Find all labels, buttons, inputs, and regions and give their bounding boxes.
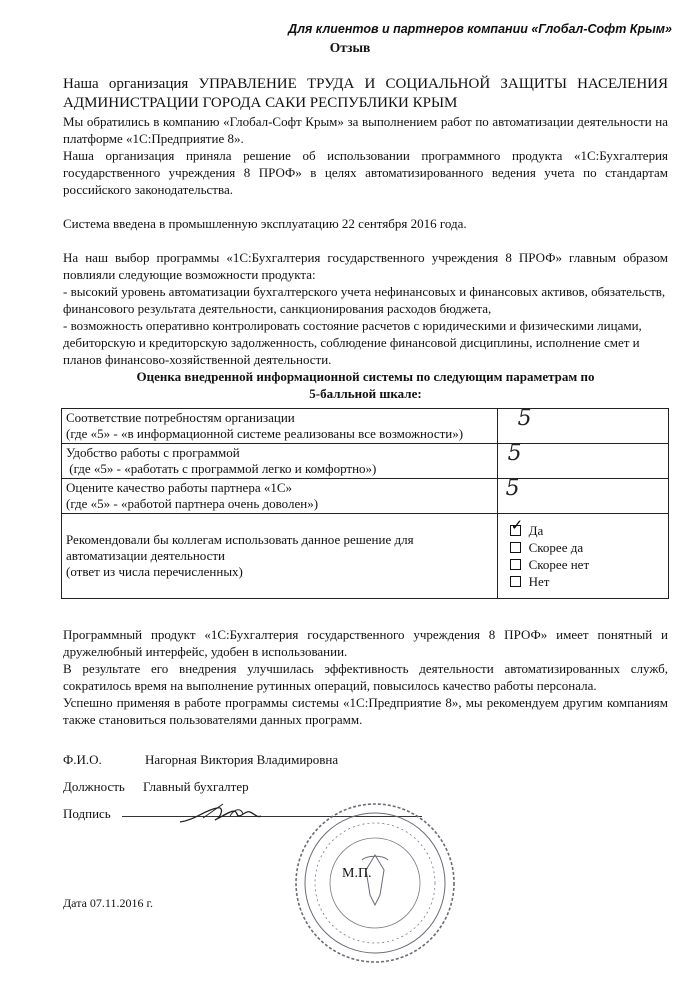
table-title-line-2: 5-балльной шкале: xyxy=(309,386,422,401)
review-body xyxy=(63,75,668,402)
table-row xyxy=(62,479,669,514)
option-rather-no[interactable]: Скорее нет xyxy=(510,556,664,573)
header-note: Для клиентов и партнеров компании «Глобал-Софт Крым» xyxy=(288,22,672,36)
paragraph-3: Система введена в промышленную эксплуатацию 22 сентября 2016 года. xyxy=(63,216,467,231)
table-title-line-1: Оценка внедренной информационной системы по следующим параметрам по xyxy=(136,369,595,384)
criterion-cell: Удобство работы с программой (где «5» - «работать с программой легко и комфортно») xyxy=(62,444,498,479)
table-row xyxy=(62,514,669,599)
recommend-options xyxy=(497,514,668,599)
checkbox-icon[interactable] xyxy=(510,559,521,570)
handwritten-score: 5 xyxy=(507,441,522,466)
table-title xyxy=(63,368,668,402)
criterion-cell: Соответствие потребностям организации (где «5» - «в информационной системе реализованы все возможности») xyxy=(62,409,498,444)
score-cell xyxy=(497,441,668,479)
closing-paragraph-1: Программный продукт «1С:Бухгалтерия государственного учреждения 8 ПРОФ» имеет понятный и дружелюбный интерфейс, удобен в использовании. xyxy=(63,627,668,659)
stamp-label: М.П. xyxy=(342,866,372,881)
checkbox-checked-icon[interactable] xyxy=(510,525,521,536)
criterion-cell: Оцените качество работы партнера «1С» (где «5» - «работой партнера очень доволен») xyxy=(62,479,498,514)
paragraph-4-item-2: - возможность оперативно контролировать состояние расчетов с юридическими и физическими лицами, дебиторскую и кредиторскую задолженность, соблюдение финансовой дисциплины, исполнение смет и планов финансово-хозяйственной деятельности. xyxy=(63,318,642,367)
handwritten-score: 5 xyxy=(517,406,532,431)
option-rather-yes[interactable]: Скорее да xyxy=(510,539,664,556)
official-seal xyxy=(292,800,458,966)
paragraph-1: Мы обратились в компанию «Глобал-Софт Крым» за выполнением работ по автоматизации деятельности на платформе «1С:Предприятие 8». xyxy=(63,114,668,146)
option-no[interactable]: Нет xyxy=(510,573,664,590)
organization-paragraph: Наша организация УПРАВЛЕНИЕ ТРУДА И СОЦИАЛЬНОЙ ЗАЩИТЫ НАСЕЛЕНИЯ АДМИНИСТРАЦИИ ГОРОДА САКИ РЕСПУБЛИКИ КРЫМ xyxy=(63,76,668,111)
closing-paragraph-2: В результате его внедрения улучшилась эффективность деятельности автоматизированных служб, сократилось время на выполнение рутинных операций, повысилось качество работы персонала. xyxy=(63,661,668,693)
date: Дата 07.11.2016 г. xyxy=(63,896,154,910)
score-cell xyxy=(497,476,668,514)
paragraph-2: Наша организация приняла решение об использовании программного продукта «1С:Бухгалтерия государственного учреждения 8 ПРОФ» в целях автоматизированного ведения учета по стандартам российского законодательства. xyxy=(63,148,668,197)
recommend-cell: Рекомендовали бы коллегам использовать данное решение для автоматизации деятельности (ответ из числа перечисленных) xyxy=(62,514,498,599)
paragraph-4-item-1: - высокий уровень автоматизации бухгалтерского учета нефинансовых и финансовых активов, обязательств, финансового результата деятельности, санкционирования расходов бюджета, xyxy=(63,284,666,316)
position-label: Должность xyxy=(63,779,125,794)
position-value: Главный бухгалтер xyxy=(143,779,249,794)
closing-paragraph-3: Успешно применяя в работе программы системы «1С:Предприятие 8», мы рекомендуем другим компаниям также становиться пользователями данных программ. xyxy=(63,695,668,727)
option-yes[interactable]: ✓ Да xyxy=(510,522,664,539)
signature-icon xyxy=(175,800,265,830)
evaluation-table xyxy=(61,408,669,599)
fio-label: Ф.И.О. xyxy=(63,752,102,767)
paragraph-4-intro: На наш выбор программы «1С:Бухгалтерия государственного учреждения 8 ПРОФ» главным образом повлияли следующие возможности продукта: xyxy=(63,250,668,282)
fio-value: Нагорная Виктория Владимировна xyxy=(145,752,339,767)
checkbox-icon[interactable] xyxy=(510,576,521,587)
signature-label: Подпись xyxy=(63,806,111,821)
checkbox-icon[interactable] xyxy=(510,542,521,553)
table-row xyxy=(62,409,669,444)
table-row xyxy=(62,444,669,479)
page-title: Отзыв xyxy=(329,40,371,55)
closing-section xyxy=(63,626,668,728)
handwritten-score: 5 xyxy=(505,476,520,501)
score-cell xyxy=(497,406,668,444)
